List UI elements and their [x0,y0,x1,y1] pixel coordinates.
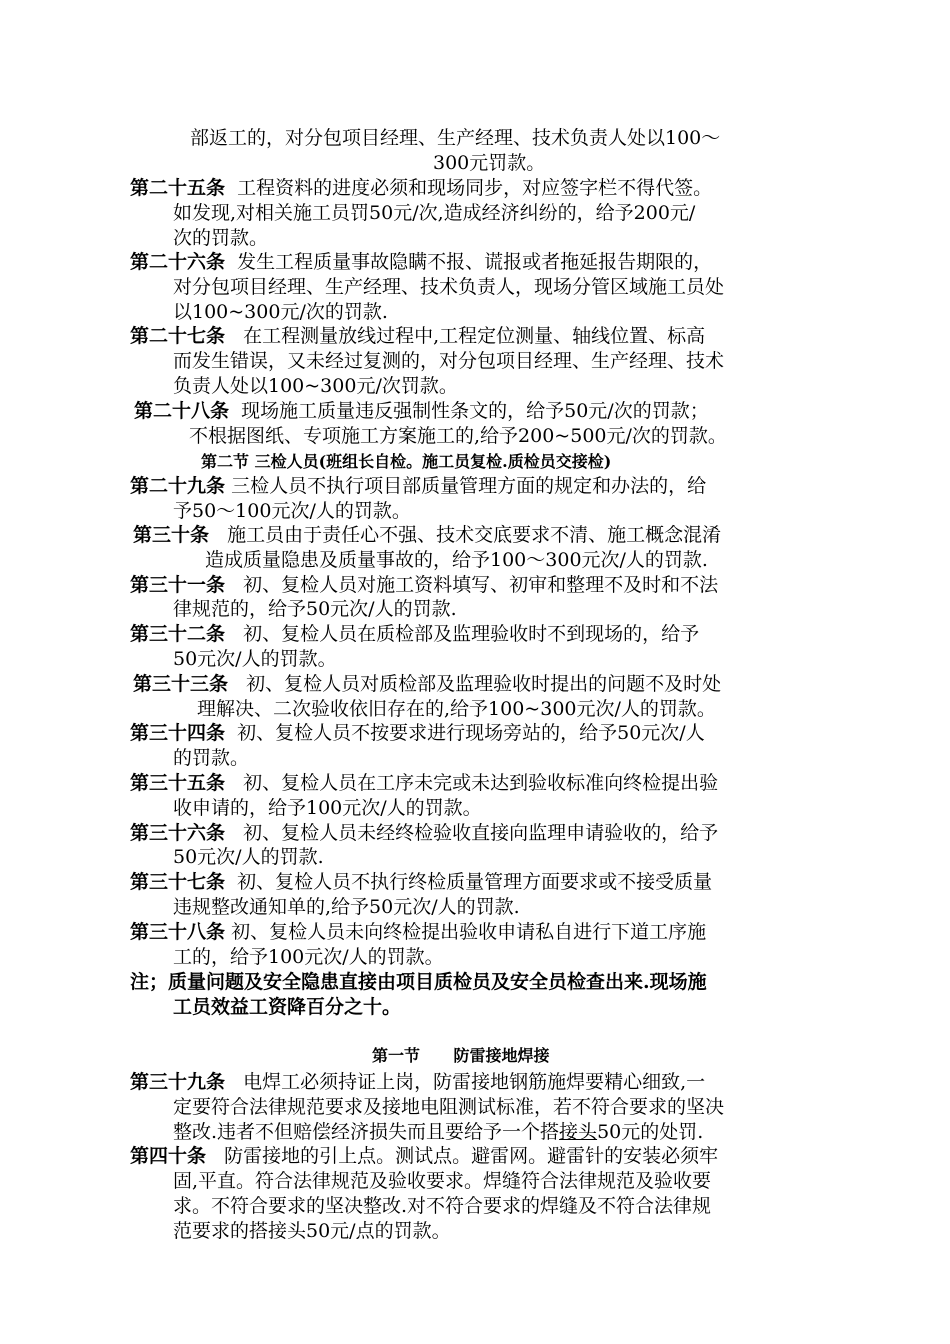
article-text: 在工程测量放线过程中,工程定位测量、轴线位置、标高 [243,325,706,347]
article-26 [130,250,712,274]
section1-heading [372,1044,549,1068]
article-text: 初、复检人员不按要求进行现场旁站的，给予50元次/人 [237,722,705,744]
note-line-1: 注；质量问题及安全隐患直接由项目质检员及安全员检查出来.现场施 [130,971,707,993]
article-25-line-3: 次的罚款。 [173,227,269,249]
article-30 [133,523,721,547]
article-29-line-2: 予50～100元次/人的罚款。 [173,500,411,522]
article-35 [130,771,718,795]
article-text: 发生工程质量事故隐瞒不报、谎报或者拖延报告期限的， [237,251,713,273]
article-27-line-2: 而发生错误，又未经过复测的，对分包项目经理、生产经理、技术 [173,350,725,372]
article-40-line-2: 固,平直。符合法律规范及验收要求。焊缝符合法律规范及验收要 [173,1170,712,1192]
article-33 [133,672,721,696]
article-25-line-2: 如发现,对相关施工员罚50元/次,造成经济纠纷的，给予200元/ [173,202,696,224]
article-40 [130,1144,718,1168]
article-36 [130,821,718,845]
section1-title: 防雷接地焊接 [453,1046,550,1065]
note-line-2: 工员效益工资降百分之十。 [173,996,402,1018]
article-32 [130,622,699,646]
article-text: 初、复检人员未经终检验收直接向监理申请验收的，给予 [243,822,719,844]
article-text: 初、复检人员对施工资料填写、初审和整理不及时和不法 [243,574,719,596]
section1-label: 第一节 [372,1046,421,1065]
article-39-underlined-term: 接头 [559,1121,598,1143]
article-25 [130,176,712,200]
article-number: 第三十三条 [133,673,229,695]
article-28 [134,399,709,423]
article-26-line-2: 对分包项目经理、生产经理、技术负责人，现场分管区域施工员处 [173,276,725,298]
article-35-line-2: 收申请的，给予100元次/人的罚款。 [173,797,482,819]
article-32-line-2: 50元次/人的罚款。 [173,648,337,670]
article-text: 初、复检人员对质检部及监理验收时提出的问题不及时处 [246,673,722,695]
article-27-line-3: 负责人处以100~300元/次罚款。 [173,375,458,397]
article-28-line-2: 不根据图纸、专项施工方案施工的,给予200~500元/次的罚款。 [189,425,727,447]
article-34 [130,721,705,745]
article-38-line-2: 工的，给予100元次/人的罚款。 [173,946,444,968]
article-39-line-3a: 整改.违者不但赔偿经济损失而且要给予一个搭 [173,1121,560,1143]
article-number: 第三十六条 [130,822,226,844]
article-text: 三检人员不执行项目部质量管理方面的规定和办法的，给 [231,475,707,497]
article-text: 工程资料的进度必须和现场同步，对应签字栏不得代签。 [237,177,713,199]
article-number: 第二十八条 [134,400,230,422]
article-number: 第二十五条 [130,177,226,199]
article-31-line-2: 律规范的，给予50元次/人的罚款. [173,598,457,620]
article-number: 第三十二条 [130,623,226,645]
article-39-line-2: 定要符合法律规范要求及接地电阻测试标准，若不符合要求的坚决 [173,1096,725,1118]
article-37 [130,870,712,894]
article-number: 第三十七条 [130,871,226,893]
article-39-line-3 [173,1120,703,1144]
article-text: 电焊工必须持证上岗，防雷接地钢筋施焊要精心细致,一 [243,1071,706,1093]
article-number: 第四十条 [130,1145,207,1167]
article-text: 初、复检人员不执行终检质量管理方面要求或不接受质量 [237,871,713,893]
article-number: 第三十五条 [130,772,226,794]
article-36-line-2: 50元次/人的罚款. [173,846,324,868]
article-38 [130,920,706,944]
article-text: 施工员由于责任心不强、技术交底要求不清、施工概念混淆 [227,524,722,546]
article-39 [130,1070,705,1094]
article-number: 第二十七条 [130,325,226,347]
article-27 [130,324,705,348]
intro-line-1: 部返工的，对分包项目经理、生产经理、技术负责人处以100～ [190,127,721,149]
article-number: 第三十九条 [130,1071,226,1093]
article-31 [130,573,718,597]
article-30-line-2: 造成质量隐患及质量事故的，给予100～300元次/人的罚款. [205,549,708,571]
article-34-line-2: 的罚款。 [173,747,250,769]
article-number: 第二十六条 [130,251,226,273]
section-heading: 第二节 三检人员(班组长自检。施工员复检.质检员交接检) [201,452,612,471]
article-text: 现场施工质量违反强制性条文的，给予50元/次的罚款； [241,400,709,422]
article-number: 第二十九条 [130,475,226,497]
article-37-line-2: 违规整改通知单的,给予50元次/人的罚款. [173,896,520,918]
article-text: 初、复检人员在工序未完或未达到验收标准向终检提出验 [243,772,719,794]
article-number: 第三十条 [133,524,210,546]
article-number: 第三十一条 [130,574,226,596]
article-number: 第三十四条 [130,722,226,744]
article-number: 第三十八条 [130,921,226,943]
intro-line-2: 300元罚款。 [433,152,546,174]
article-text: 防雷接地的引上点。测试点。避雷网。避雷针的安装必须牢 [224,1145,719,1167]
article-text: 初、复检人员未向终检提出验收申请私自进行下道工序施 [231,921,707,943]
article-40-line-4: 范要求的搭接头50元/点的罚款。 [173,1220,451,1242]
article-26-line-3: 以100~300元/次的罚款. [173,301,388,323]
article-text: 初、复检人员在质检部及监理验收时不到现场的，给予 [243,623,700,645]
article-29 [130,474,706,498]
article-39-line-3b: 50元的处罚. [597,1121,704,1143]
article-33-line-2: 理解决、二次验收依旧存在的,给予100~300元次/人的罚款。 [197,698,716,720]
article-40-line-3: 求。不符合要求的坚决整改.对不符合要求的焊缝及不符合法律规 [173,1195,712,1217]
